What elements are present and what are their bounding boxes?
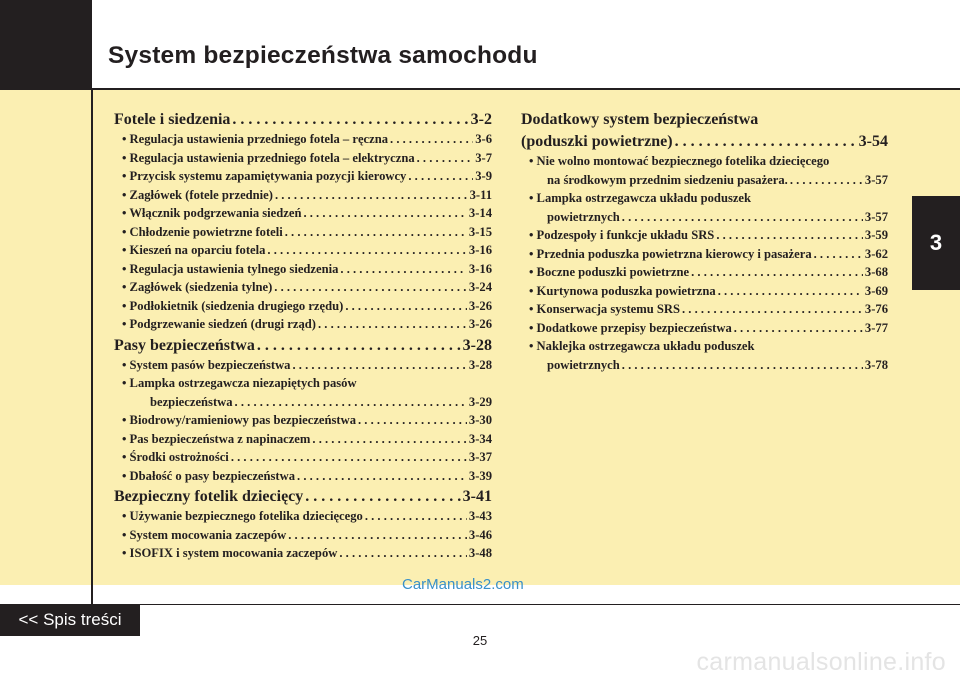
back-to-contents-button[interactable]: << Spis treści (0, 604, 140, 636)
footer-rule (0, 604, 960, 605)
item-page: 3-29 (468, 394, 492, 409)
leader-dots (318, 315, 467, 334)
item-page: 3-30 (468, 413, 492, 427)
item-text: • Kurtynowa poduszka powietrzna (529, 283, 716, 298)
item-text: • Podłokietnik (siedzenia drugiego rzędu) (122, 298, 344, 313)
item-text: • System pasów bezpieczeństwa (122, 357, 291, 372)
item-text: • Naklejka ostrzegawcza układu poduszek (529, 339, 755, 353)
toc-section[interactable] (114, 487, 492, 507)
item-text: • Kieszeń na oparciu fotela (122, 243, 266, 257)
header-rule (92, 88, 960, 90)
toc-item[interactable] (114, 167, 492, 186)
leader-dots (814, 245, 863, 264)
chapter-tab[interactable]: 3 (912, 196, 960, 290)
leader-dots (675, 132, 857, 152)
leader-dots (408, 167, 473, 186)
watermark-link[interactable]: CarManuals2.com (402, 576, 524, 593)
toc-item[interactable] (114, 430, 492, 449)
toc-item[interactable] (114, 241, 492, 260)
leader-dots (790, 171, 863, 190)
toc-item[interactable] (114, 467, 492, 486)
leader-dots (257, 336, 461, 356)
leader-dots (691, 263, 863, 282)
item-text: • System mocowania zaczepów (122, 527, 287, 542)
item-text-cont: powietrznych (547, 357, 620, 372)
leader-dots (297, 467, 467, 486)
toc-item-multiline[interactable] (114, 374, 492, 411)
item-page: 3-34 (468, 431, 492, 446)
leader-dots (312, 430, 467, 449)
leader-dots (285, 223, 467, 242)
item-page: 3-39 (468, 468, 492, 483)
item-page: 3-43 (468, 509, 492, 523)
item-text: • ISOFIX i system mocowania zaczepów (122, 546, 338, 560)
item-text: • Lampka ostrzegawcza niezapiętych pasów (122, 376, 357, 390)
toc-item[interactable] (114, 448, 492, 467)
toc-section-heading[interactable] (521, 110, 888, 130)
toc-left-column (114, 108, 492, 563)
leader-dots (622, 208, 863, 227)
page-title: System bezpieczeństwa samochodu (108, 42, 538, 69)
item-text: • Boczne poduszki powietrzne (529, 265, 690, 279)
toc-item[interactable] (521, 282, 888, 301)
toc-section[interactable] (521, 132, 888, 152)
section-page: 3-28 (462, 336, 492, 354)
item-text: • Dodatkowe przepisy bezpieczeństwa (529, 320, 732, 335)
margin-rule (91, 90, 93, 605)
leader-dots (267, 241, 467, 260)
leader-dots (339, 544, 467, 563)
item-text-cont: powietrznych (547, 209, 620, 224)
section-title-cont: (poduszki powietrzne) (521, 133, 673, 150)
item-text-cont: bezpieczeństwa (150, 394, 233, 409)
item-text: • Włącznik podgrzewania siedzeń (122, 206, 302, 220)
site-watermark: carmanualsonline.info (696, 648, 946, 676)
toc-item-multiline[interactable] (521, 152, 888, 189)
item-page: 3-76 (864, 302, 888, 316)
item-page: 3-9 (475, 169, 492, 183)
item-text: • Lampka ostrzegawcza układu poduszek (529, 191, 752, 205)
item-text: • Chłodzenie powietrzne foteli (122, 224, 283, 239)
item-page: 3-62 (864, 246, 888, 261)
item-page: 3-16 (468, 261, 492, 276)
item-text: • Środki ostrożności (122, 450, 229, 464)
toc-item[interactable] (114, 130, 492, 149)
leader-dots (232, 110, 468, 130)
item-page: 3-59 (864, 228, 888, 242)
item-page: 3-26 (468, 298, 492, 313)
toc-item[interactable] (114, 356, 492, 375)
toc-item-multiline[interactable] (521, 189, 888, 226)
leader-dots (365, 507, 467, 526)
leader-dots (718, 282, 863, 301)
background-band-left (0, 90, 92, 585)
section-title: Pasy bezpieczeństwa (114, 336, 255, 354)
toc-section[interactable] (114, 336, 492, 356)
toc-item[interactable] (114, 204, 492, 223)
section-title: Fotele i siedzenia (114, 111, 231, 128)
item-page: 3-37 (468, 450, 492, 464)
toc-section[interactable] (114, 110, 492, 130)
toc-item[interactable] (114, 411, 492, 430)
toc-item-multiline[interactable] (521, 337, 888, 374)
page-number: 25 (472, 633, 488, 648)
toc-item[interactable] (114, 223, 492, 242)
item-text: • Zagłówek (fotele przednie) (122, 187, 273, 202)
item-page: 3-48 (468, 546, 492, 560)
item-page: 3-6 (475, 132, 492, 146)
item-text: • Konserwacja systemu SRS (529, 302, 680, 316)
item-text: • Podgrzewanie siedzeń (drugi rząd) (122, 317, 316, 331)
toc-item[interactable] (521, 300, 888, 319)
item-text: • Podzespoły i funkcje układu SRS (529, 228, 715, 242)
section-title: Dodatkowy system bezpieczeństwa (521, 111, 759, 128)
item-text: • Używanie bezpiecznego fotelika dziecięcego (122, 509, 363, 523)
toc-item[interactable] (114, 315, 492, 334)
item-page: 3-46 (468, 527, 492, 542)
leader-dots (303, 204, 466, 223)
leader-dots (292, 356, 466, 375)
item-text: • Biodrowy/ramieniowy pas bezpieczeństwa (122, 413, 356, 427)
leader-dots (288, 526, 467, 545)
leader-dots (622, 356, 863, 375)
toc-item[interactable] (114, 297, 492, 316)
leader-dots (340, 260, 467, 279)
leader-dots (417, 149, 474, 168)
item-page: 3-28 (468, 357, 492, 372)
leader-dots (390, 130, 473, 149)
item-text: • Przednia poduszka powietrzna kierowcy i pasażera (529, 246, 812, 261)
toc-item[interactable] (114, 526, 492, 545)
item-page: 3-11 (469, 187, 492, 202)
item-text: • Przycisk systemu zapamiętywania pozycji kierowcy (122, 169, 407, 183)
leader-dots (274, 278, 467, 297)
item-page: 3-16 (468, 243, 492, 257)
leader-dots (275, 186, 468, 205)
toc-item[interactable] (114, 544, 492, 563)
leader-dots (345, 297, 467, 316)
item-page: 3-26 (468, 317, 492, 331)
section-page: 3-54 (858, 133, 888, 150)
item-page: 3-69 (864, 283, 888, 298)
item-text: • Regulacja ustawienia przedniego fotela – ręczna (122, 132, 389, 146)
leader-dots (734, 319, 863, 338)
item-page: 3-57 (864, 209, 888, 224)
item-page: 3-57 (864, 172, 888, 187)
toc-item[interactable] (521, 263, 888, 282)
toc-item[interactable] (114, 186, 492, 205)
leader-dots (305, 487, 460, 507)
leader-dots (358, 411, 467, 430)
item-page: 3-68 (864, 265, 888, 279)
toc-item[interactable] (521, 245, 888, 264)
section-title: Bezpieczny fotelik dziecięcy (114, 488, 304, 505)
item-text: • Regulacja ustawienia tylnego siedzenia (122, 261, 339, 276)
item-page: 3-15 (468, 224, 492, 239)
item-page: 3-7 (475, 150, 492, 165)
leader-dots (231, 448, 467, 467)
toc-item[interactable] (114, 260, 492, 279)
section-page: 3-2 (470, 111, 492, 128)
item-text: • Dbałość o pasy bezpieczeństwa (122, 468, 296, 483)
item-text-cont: na środkowym przednim siedzeniu pasażera. (547, 172, 788, 187)
item-page: 3-78 (864, 357, 888, 372)
toc-item[interactable] (114, 278, 492, 297)
section-page: 3-41 (462, 488, 492, 505)
item-page: 3-14 (468, 206, 492, 220)
item-text: • Pas bezpieczeństwa z napinaczem (122, 431, 311, 446)
corner-block (0, 0, 92, 90)
toc-item[interactable] (114, 507, 492, 526)
leader-dots (716, 226, 863, 245)
leader-dots (682, 300, 863, 319)
item-page: 3-24 (468, 280, 492, 294)
leader-dots (235, 393, 467, 412)
item-page: 3-77 (864, 320, 888, 335)
toc-item[interactable] (114, 149, 492, 168)
item-text: • Nie wolno montować bezpiecznego fotelika dziecięcego (529, 154, 830, 168)
toc-item[interactable] (521, 226, 888, 245)
toc-item[interactable] (521, 319, 888, 338)
item-text: • Zagłówek (siedzenia tylne) (122, 280, 273, 294)
toc-right-column (521, 108, 888, 374)
item-text: • Regulacja ustawienia przedniego fotela – elektryczna (122, 150, 415, 165)
